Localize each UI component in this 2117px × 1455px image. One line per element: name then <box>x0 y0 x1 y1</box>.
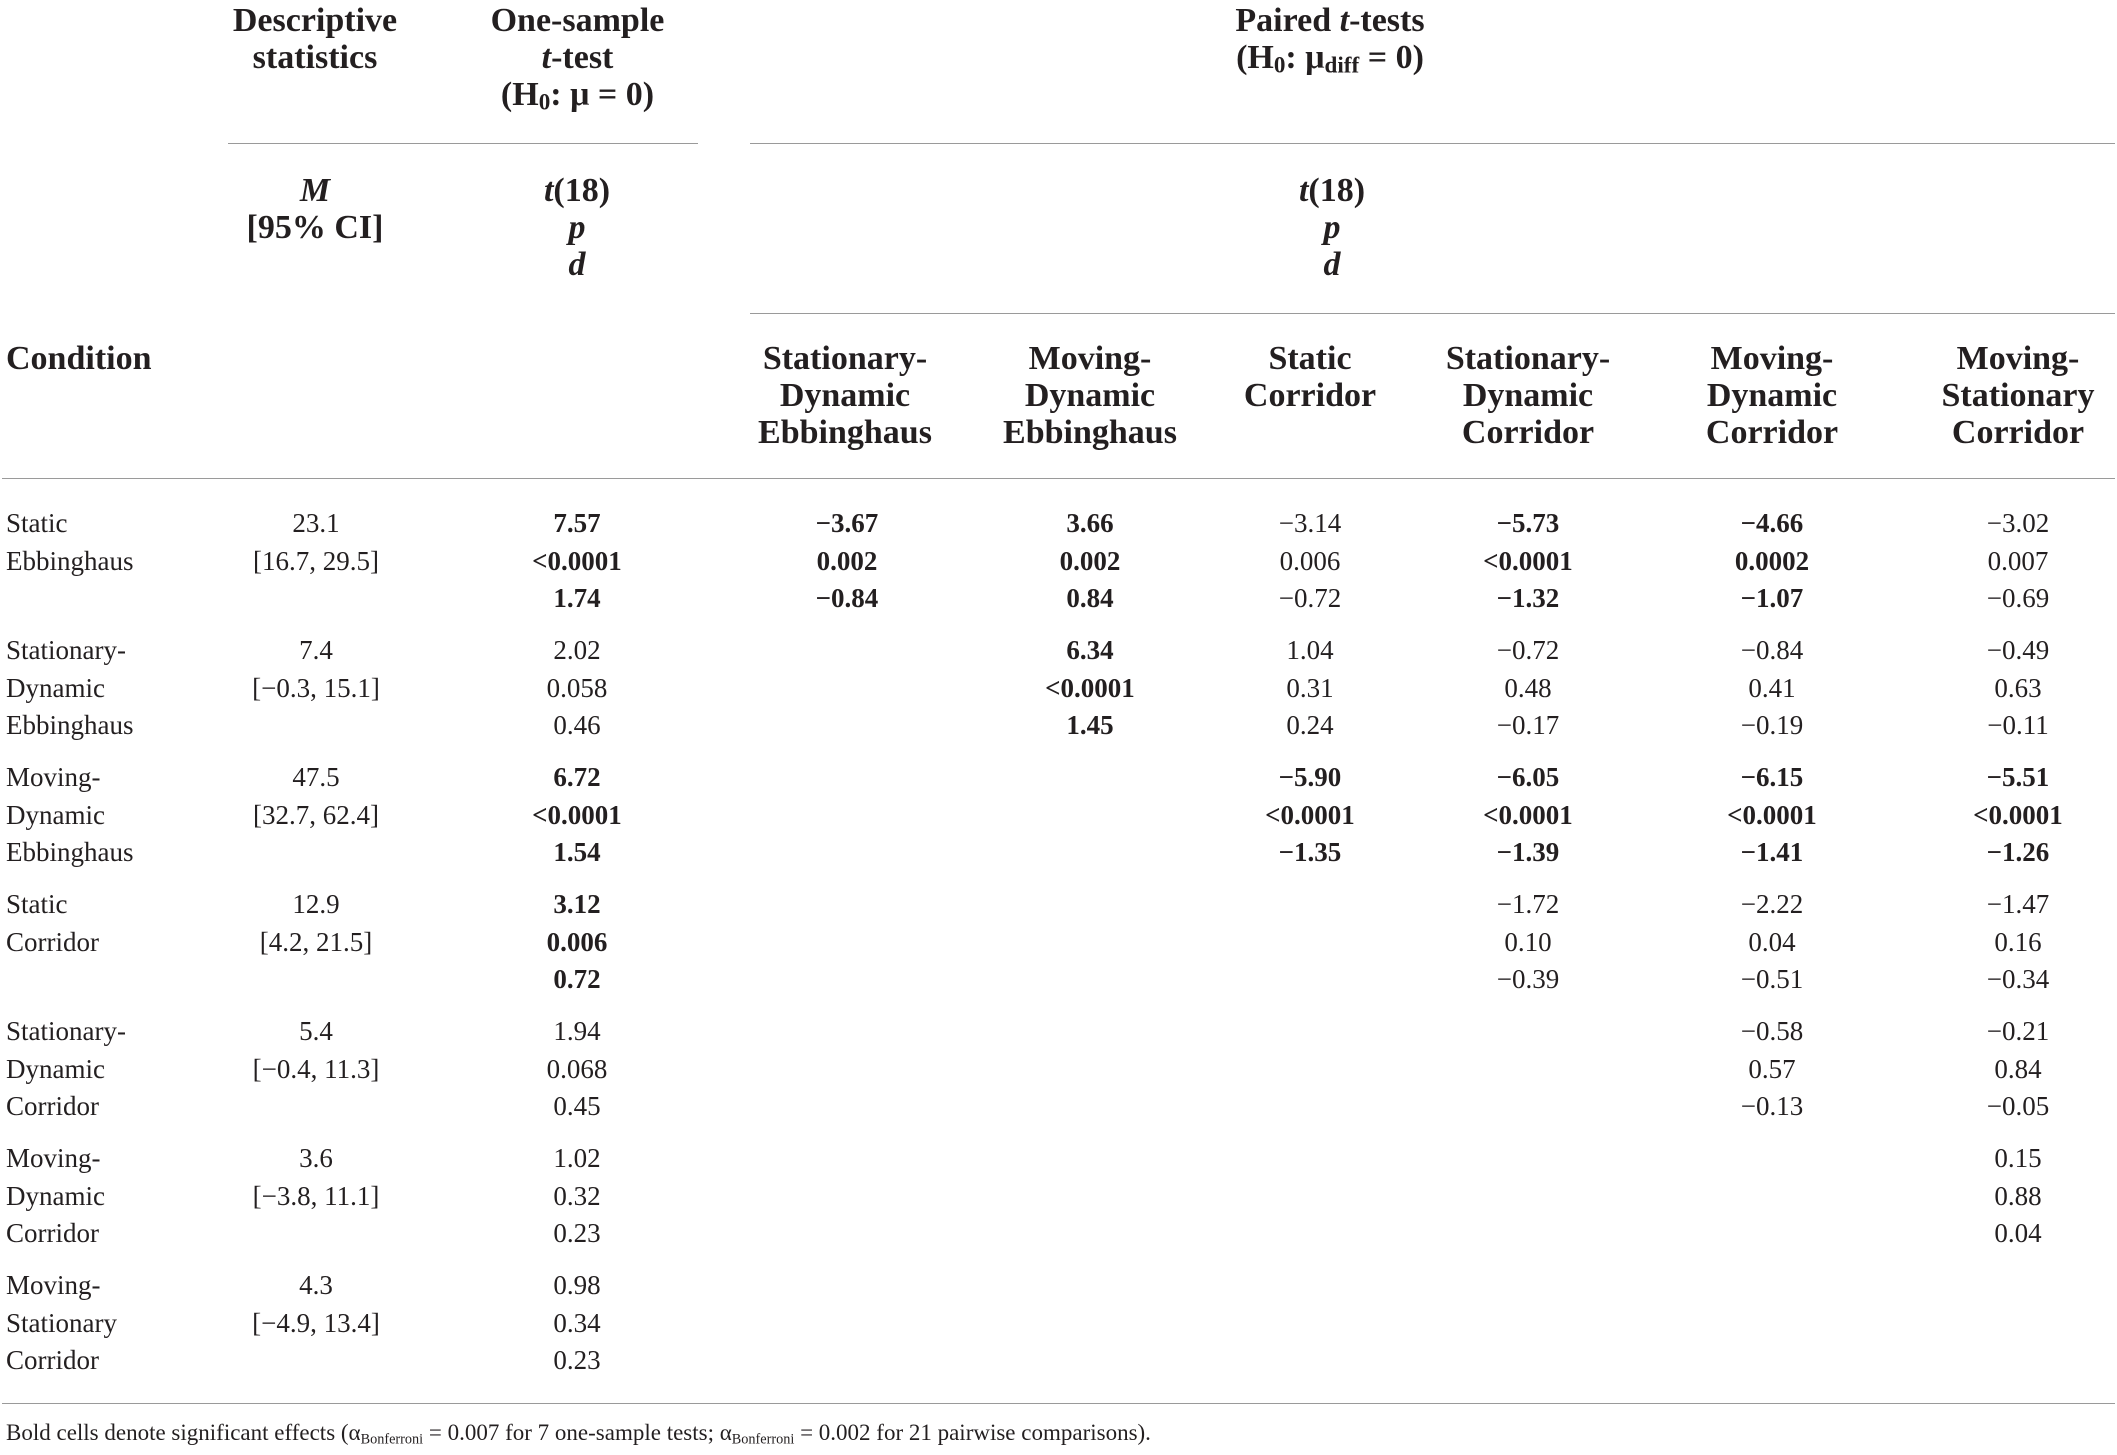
paired-t: −0.58 <box>1740 1016 1804 1046</box>
one-sample-p: 0.32 <box>553 1180 601 1211</box>
paired-p: <0.0001 <box>1483 545 1573 576</box>
condition-cell <box>6 886 99 999</box>
descriptive-cell <box>216 505 416 580</box>
one-sample-p: 0.006 <box>546 926 608 957</box>
paired-d: −0.05 <box>1986 1091 2050 1121</box>
header-rule-left <box>228 143 698 144</box>
header-descriptive-statistics <box>225 2 405 76</box>
one-sample-d: 1.54 <box>553 837 601 867</box>
one-sample-p: 0.34 <box>553 1307 601 1338</box>
condition-cell <box>6 759 134 872</box>
stat-label-paired: t(18) p d <box>1298 172 1366 283</box>
condition-line: Corridor <box>6 926 99 957</box>
col-header-moving-stationary-corridor: Moving- Stationary Corridor <box>1941 340 2095 451</box>
paired-cell <box>1428 505 1628 618</box>
paired-p: <0.0001 <box>1045 672 1135 703</box>
paired-p: 0.57 <box>1748 1053 1796 1084</box>
paired-cell <box>1210 505 1410 618</box>
mean-value: 5.4 <box>299 1016 333 1046</box>
condition-cell <box>6 505 134 618</box>
condition-line: Dynamic <box>6 1180 105 1211</box>
mean-value: 23.1 <box>292 508 340 538</box>
header-desc-line1: Descriptive <box>232 2 398 39</box>
paired-t: −1.47 <box>1986 889 2050 919</box>
condition-line: Corridor <box>6 1091 99 1121</box>
descriptive-cell <box>216 632 416 707</box>
one-sample-d: 0.46 <box>553 710 601 740</box>
header-one-sample-test: One-sample t-test ($H_0$: μ = 0) <box>490 2 665 116</box>
paired-t: −2.22 <box>1740 889 1804 919</box>
paired-t: −4.66 <box>1740 508 1804 538</box>
descriptive-cell <box>216 1140 416 1215</box>
paired-d: −1.32 <box>1496 583 1560 613</box>
paired-d: 1.45 <box>1066 710 1114 740</box>
condition-line: Stationary <box>6 1307 117 1338</box>
paired-t: −0.21 <box>1986 1016 2050 1046</box>
paired-d: 0.24 <box>1286 710 1334 740</box>
paired-cell <box>1918 886 2117 999</box>
one-sample-d: 0.23 <box>553 1345 601 1375</box>
one-sample-d: 0.72 <box>553 964 601 994</box>
paired-d: −0.17 <box>1496 710 1560 740</box>
col-header-moving-dynamic-ebbinghaus: Moving- Dynamic Ebbinghaus <box>1003 340 1177 451</box>
paired-cell <box>1428 759 1628 872</box>
paired-d: −0.13 <box>1740 1091 1804 1121</box>
paired-p: 0.48 <box>1504 672 1552 703</box>
condition-cell <box>6 1140 105 1253</box>
paired-t: −1.72 <box>1496 889 1560 919</box>
one-sample-t: 3.12 <box>553 889 601 919</box>
paired-cell <box>1918 1013 2117 1126</box>
paired-d: −0.34 <box>1986 964 2050 994</box>
paired-d: −1.41 <box>1740 837 1804 867</box>
condition-line <box>6 961 99 999</box>
ci-value: [−0.4, 11.3] <box>252 1053 380 1084</box>
ci-value: [4.2, 21.5] <box>259 926 373 957</box>
paired-d: −1.26 <box>1986 837 2050 867</box>
paired-p: <0.0001 <box>1265 799 1355 830</box>
paired-t: 3.66 <box>1066 508 1114 538</box>
ci-value: [−4.9, 13.4] <box>252 1307 380 1338</box>
header-rule-right <box>750 143 2115 144</box>
condition-line: Dynamic <box>6 1053 105 1084</box>
paired-d: −1.07 <box>1740 583 1804 613</box>
ci-value: [16.7, 29.5] <box>253 545 379 576</box>
header-one-line1: One-sample <box>490 2 665 39</box>
paired-t: −0.49 <box>1986 635 2050 665</box>
one-sample-p: 0.058 <box>546 672 608 703</box>
paired-p: 0.88 <box>1994 1180 2042 1211</box>
paired-p: 0.63 <box>1994 672 2042 703</box>
mean-value: 7.4 <box>299 635 333 665</box>
condition-line: Corridor <box>6 1218 99 1248</box>
paired-t: −3.67 <box>815 508 879 538</box>
header-desc-line2: statistics <box>252 39 378 76</box>
condition-line: Moving- <box>6 1143 101 1173</box>
condition-line: Ebbinghaus <box>6 710 134 740</box>
condition-cell <box>6 1267 117 1380</box>
one-sample-cell <box>477 632 677 745</box>
paired-d: −0.69 <box>1986 583 2050 613</box>
one-sample-p: 0.068 <box>546 1053 608 1084</box>
paired-p: 0.10 <box>1504 926 1552 957</box>
col-header-stationary-dynamic-ebbinghaus: Stationary- Dynamic Ebbinghaus <box>758 340 932 451</box>
col-header-moving-dynamic-corridor: Moving- Dynamic Corridor <box>1705 340 1839 451</box>
mean-value: 4.3 <box>299 1270 333 1300</box>
paired-p: <0.0001 <box>1727 799 1817 830</box>
paired-cell <box>1918 1140 2117 1253</box>
paired-p: 0.002 <box>816 545 878 576</box>
one-sample-d: 0.23 <box>553 1218 601 1248</box>
paired-d: −1.35 <box>1278 837 1342 867</box>
one-sample-p: <0.0001 <box>532 799 622 830</box>
paired-cell <box>1672 1013 1872 1126</box>
descriptive-cell <box>216 759 416 834</box>
paired-cell <box>1672 505 1872 618</box>
one-sample-t: 1.94 <box>553 1016 601 1046</box>
condition-line: Moving- <box>6 762 101 792</box>
paired-cell <box>1428 886 1628 999</box>
paired-d: −0.84 <box>815 583 879 613</box>
paired-t: −3.02 <box>1986 508 2050 538</box>
paired-d: 0.84 <box>1066 583 1114 613</box>
paired-t: −5.73 <box>1496 508 1560 538</box>
paired-p: 0.84 <box>1994 1053 2042 1084</box>
table-footnote: Bold cells denote significant effects ($\alpha_{Bonferroni} = 0.007$ for 7 one-sample tests; $\alpha_{Bonferroni} = 0.002$ for 21 pairwise comparisons). <box>6 1420 1151 1448</box>
paired-cell <box>747 505 947 618</box>
stat-label-one-sample: t(18) p d <box>543 172 611 283</box>
paired-t: 6.34 <box>1066 635 1114 665</box>
header-one-t: t <box>541 39 552 76</box>
paired-d: −0.51 <box>1740 964 1804 994</box>
paired-cell <box>1918 505 2117 618</box>
paired-t: −3.14 <box>1278 508 1342 538</box>
paired-p: 0.007 <box>1987 545 2049 576</box>
condition-cell <box>6 632 134 745</box>
body-bottom-rule <box>2 1403 2115 1404</box>
paired-d: −0.39 <box>1496 964 1560 994</box>
paired-t: 1.04 <box>1286 635 1334 665</box>
condition-label: Condition <box>6 340 152 377</box>
paired-cell <box>1918 759 2117 872</box>
one-sample-d: 0.45 <box>553 1091 601 1121</box>
mean-value: 12.9 <box>292 889 340 919</box>
stat-label-descriptive: M [95% CI] <box>246 172 384 246</box>
paired-cell <box>1918 632 2117 745</box>
condition-cell <box>6 1013 126 1126</box>
condition-line: Ebbinghaus <box>6 837 134 867</box>
paired-d: −0.72 <box>1278 583 1342 613</box>
paired-cell <box>1672 759 1872 872</box>
descriptive-cell <box>216 1267 416 1342</box>
paired-cell <box>1210 632 1410 745</box>
paired-cell <box>990 632 1190 745</box>
paired-cell <box>1672 886 1872 999</box>
mean-value: 3.6 <box>299 1143 333 1173</box>
paired-p: 0.16 <box>1994 926 2042 957</box>
header-one-test: -test <box>551 39 614 76</box>
one-sample-cell <box>477 886 677 999</box>
one-sample-cell <box>477 1267 677 1380</box>
paired-t: −6.15 <box>1740 762 1804 792</box>
condition-line: Moving- <box>6 1270 101 1300</box>
paired-p: 0.04 <box>1748 926 1796 957</box>
descriptive-cell <box>216 886 416 961</box>
condition-line: Ebbinghaus <box>6 545 134 576</box>
condition-line: Static <box>6 889 68 919</box>
paired-p: 0.0002 <box>1734 545 1810 576</box>
paired-p: 0.41 <box>1748 672 1796 703</box>
condition-line: Dynamic <box>6 799 105 830</box>
condition-line: Stationary- <box>6 1016 126 1046</box>
condition-line: Dynamic <box>6 672 105 703</box>
one-sample-cell <box>477 1140 677 1253</box>
paired-p: 0.006 <box>1279 545 1341 576</box>
one-sample-t: 2.02 <box>553 635 601 665</box>
col-header-stationary-dynamic-corridor: Stationary- Dynamic Corridor <box>1445 340 1611 451</box>
paired-p: 0.31 <box>1286 672 1334 703</box>
ci-value: [−0.3, 15.1] <box>252 672 380 703</box>
paired-d: 0.04 <box>1994 1218 2042 1248</box>
paired-d: −0.11 <box>1987 710 2049 740</box>
condition-line: Stationary- <box>6 635 126 665</box>
condition-line <box>6 580 134 618</box>
col-header-static-corridor: Static Corridor <box>1243 340 1377 414</box>
paired-t: −5.90 <box>1278 762 1342 792</box>
one-sample-t: 6.72 <box>553 762 601 792</box>
ci-value: [32.7, 62.4] <box>253 799 379 830</box>
condition-line: Corridor <box>6 1345 99 1375</box>
one-sample-t: 0.98 <box>553 1270 601 1300</box>
subheader-rule <box>750 313 2115 314</box>
paired-cell <box>1672 632 1872 745</box>
descriptive-cell <box>216 1013 416 1088</box>
one-sample-t: 7.57 <box>553 508 601 538</box>
one-sample-t: 1.02 <box>553 1143 601 1173</box>
paired-t: −0.72 <box>1496 635 1560 665</box>
condition-line: Static <box>6 508 68 538</box>
mean-value: 47.5 <box>292 762 340 792</box>
paired-t: −6.05 <box>1496 762 1560 792</box>
one-sample-d: 1.74 <box>553 583 601 613</box>
paired-d: −0.19 <box>1740 710 1804 740</box>
paired-cell <box>1428 632 1628 745</box>
paired-cell <box>990 505 1190 618</box>
paired-cell <box>1210 759 1410 872</box>
one-sample-cell <box>477 759 677 872</box>
paired-t: −0.84 <box>1740 635 1804 665</box>
one-sample-p: <0.0001 <box>532 545 622 576</box>
header-paired-t-tests: Paired t-tests ($H_0$: $\mu_{diff} = 0$) <box>1235 2 1425 79</box>
body-top-rule <box>2 478 2115 479</box>
paired-d: −1.39 <box>1496 837 1560 867</box>
one-sample-cell <box>477 1013 677 1126</box>
paired-t: 0.15 <box>1994 1143 2042 1173</box>
ci-value: [−3.8, 11.1] <box>252 1180 380 1211</box>
paired-p: <0.0001 <box>1973 799 2063 830</box>
paired-p: 0.002 <box>1059 545 1121 576</box>
paired-p: <0.0001 <box>1483 799 1573 830</box>
paired-t: −5.51 <box>1986 762 2050 792</box>
one-sample-cell <box>477 505 677 618</box>
